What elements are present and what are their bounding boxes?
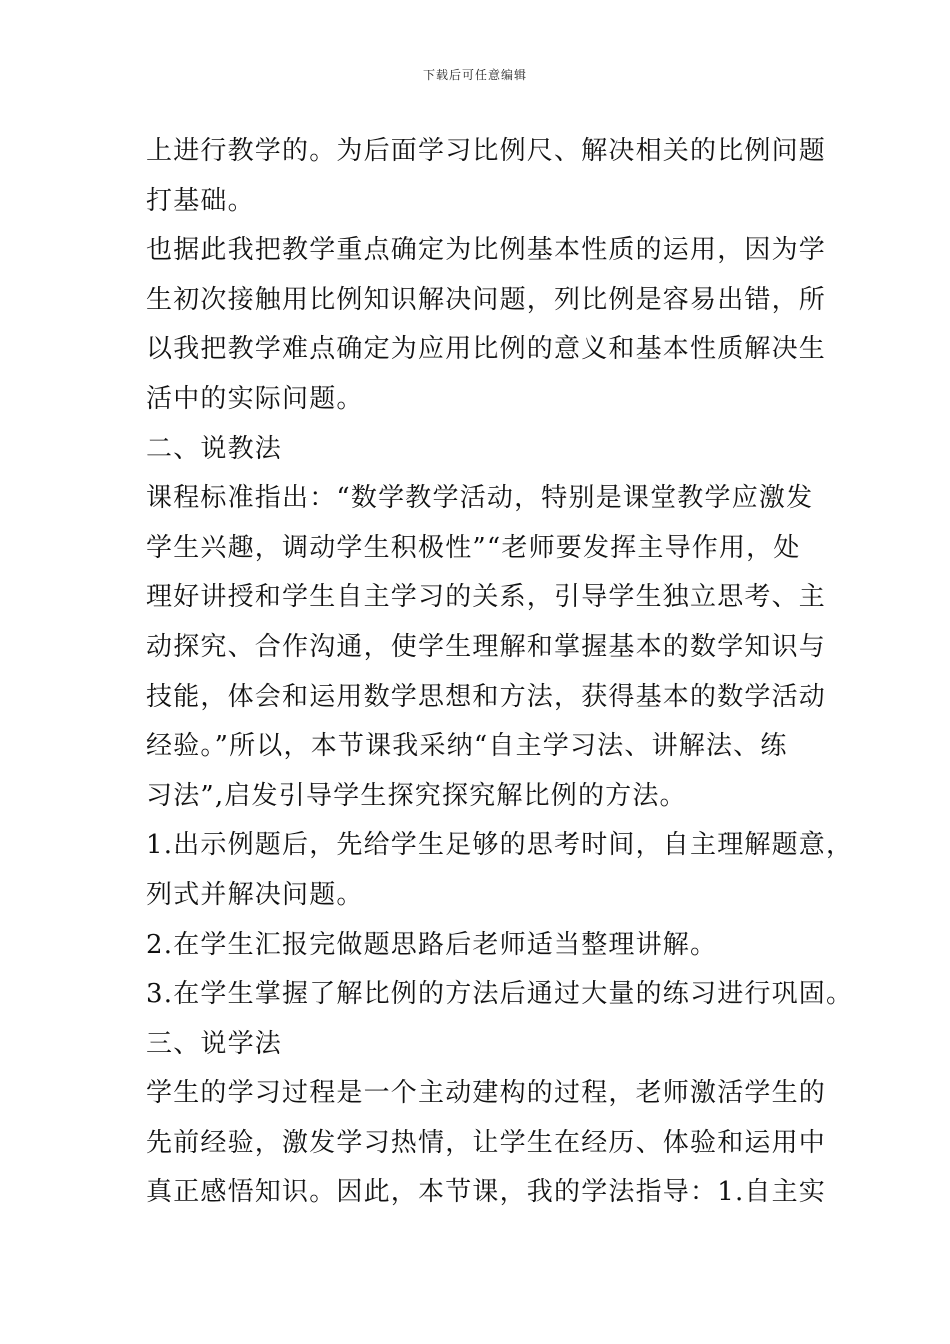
section-heading: 二、说教法 [146, 433, 283, 464]
text-line: 列式并解决问题。 [146, 879, 364, 910]
text-line: 技能，体会和运用数学思想和方法，获得基本的数学活动 [146, 681, 827, 712]
text-line: 习法”,启发引导学生探究探究解比例的方法。 [146, 780, 687, 811]
list-item: 2.在学生汇报完做题思路后老师适当整理讲解。 [146, 929, 718, 960]
text-line: 打基础。 [146, 185, 255, 216]
list-item: 3.在学生掌握了解比例的方法后通过大量的练习进行巩固。 [146, 979, 854, 1010]
text-line: 动探究、合作沟通，使学生理解和掌握基本的数学知识与 [146, 631, 827, 662]
text-line: 学生兴趣，调动学生积极性”“老师要发挥主导作用，处 [146, 532, 801, 563]
text-line: 课程标准指出：“数学教学活动，特别是课堂教学应激发 [146, 483, 814, 514]
text-line: 经验。”所以，本节课我采纳“自主学习法、讲解法、练 [146, 731, 788, 762]
text-line: 先前经验，激发学习热情，让学生在经历、体验和运用中 [146, 1127, 827, 1158]
text-line: 理好讲授和学生自主学习的关系，引导学生独立思考、主 [146, 582, 827, 613]
text-line: 生初次接触用比例知识解决问题，列比例是容易出错，所 [146, 284, 827, 315]
document-body [146, 127, 854, 1218]
text-line: 真正感悟知识。因此，本节课，我的学法指导：1.自主实 [146, 1177, 827, 1208]
text-line: 上进行教学的。为后面学习比例尺、解决相关的比例问题 [146, 136, 827, 166]
text-line: 也据此我把教学重点确定为比例基本性质的运用，因为学 [146, 235, 827, 266]
list-item: 1.出示例题后，先给学生足够的思考时间，自主理解题意， [146, 830, 854, 861]
text-line: 以我把教学难点确定为应用比例的意义和基本性质解决生 [146, 334, 827, 365]
text-line: 活中的实际问题。 [146, 383, 364, 414]
section-heading: 三、说学法 [146, 1028, 283, 1059]
text-line: 学生的学习过程是一个主动建构的过程，老师激活学生的 [146, 1078, 827, 1109]
download-note: 下载后可任意编辑 [422, 68, 527, 82]
